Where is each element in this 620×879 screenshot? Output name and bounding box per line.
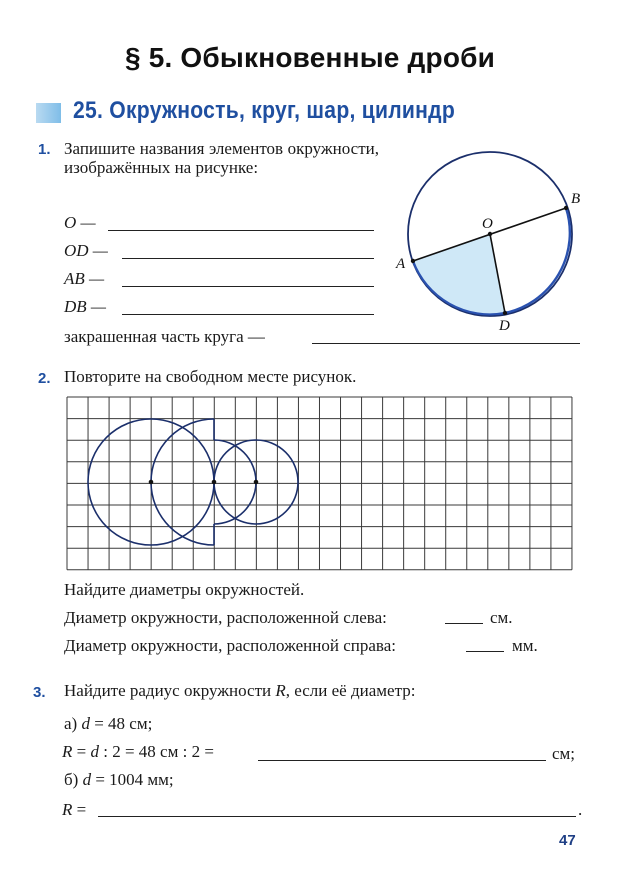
right-diameter-answer[interactable] [466,651,504,652]
page-number: 47 [559,832,576,849]
problem-1-text [64,139,379,177]
find-diameters-text: Найдите диаметры окружностей. [64,580,305,599]
point-o [488,232,492,236]
problem-3-number: 3. [33,684,46,701]
lesson-marker [36,103,61,123]
label-d: D [499,318,510,334]
problem-1-question: Запишите названия элементов окружности, изображённых на рисунке: [64,139,379,177]
center-point-right [254,480,259,485]
item-label-db: DB — [64,297,107,316]
label-o: O [482,216,493,232]
label-b: B [571,191,581,207]
problem-1-number: 1. [38,141,51,158]
part-b-formula: R = [62,800,87,819]
left-diameter-answer[interactable] [445,623,483,624]
part-a-given: а) d = 48 см; [64,714,153,733]
problem-3-text: Найдите радиус окружности R, если её диаметр: [64,681,416,700]
point-a [411,259,415,263]
right-diameter-unit: мм. [512,636,538,655]
item-label-od: OD — [64,241,108,260]
part-a-unit: см; [552,744,576,763]
part-b-answer-line[interactable] [98,816,576,817]
part-a-answer-line[interactable] [258,760,546,761]
left-diameter-label: Диаметр окружности, расположенной слева: [64,608,387,627]
answer-line-od[interactable] [122,258,374,259]
big-c-arc [151,419,214,545]
item-label-ab: AB — [64,269,105,288]
point-b [564,206,568,210]
answer-line-db[interactable] [122,314,374,315]
section-title: § 5. Обыкновенные дроби [124,42,496,73]
lesson-title: 25. Окружность, круг, шар, цилиндр [73,97,456,124]
part-b-end: . [578,800,583,819]
grid-figure[interactable] [60,390,580,576]
answer-line-shaded[interactable] [312,343,580,344]
item-label-o: O — [64,213,96,232]
problem-2-number: 2. [38,370,51,387]
shaded-sector [413,234,505,314]
label-a: A [396,256,406,272]
shaded-part-label: закрашенная часть круга — [64,327,265,346]
part-b-given: б) d = 1004 мм; [64,770,174,789]
circle-figure [380,140,610,340]
center-point-left [149,480,154,485]
point-d [503,311,507,315]
arc-db-highlight [505,208,570,313]
part-a-formula: R = d : 2 = 48 см : 2 = [62,742,214,761]
center-point-middle [212,480,217,485]
answer-line-ab[interactable] [122,286,374,287]
problem-2-text: Повторите на свободном месте рисунок. [64,367,357,386]
right-diameter-label: Диаметр окружности, расположенной справа: [64,636,396,655]
answer-line-o[interactable] [108,230,374,231]
left-diameter-unit: см. [490,608,513,627]
